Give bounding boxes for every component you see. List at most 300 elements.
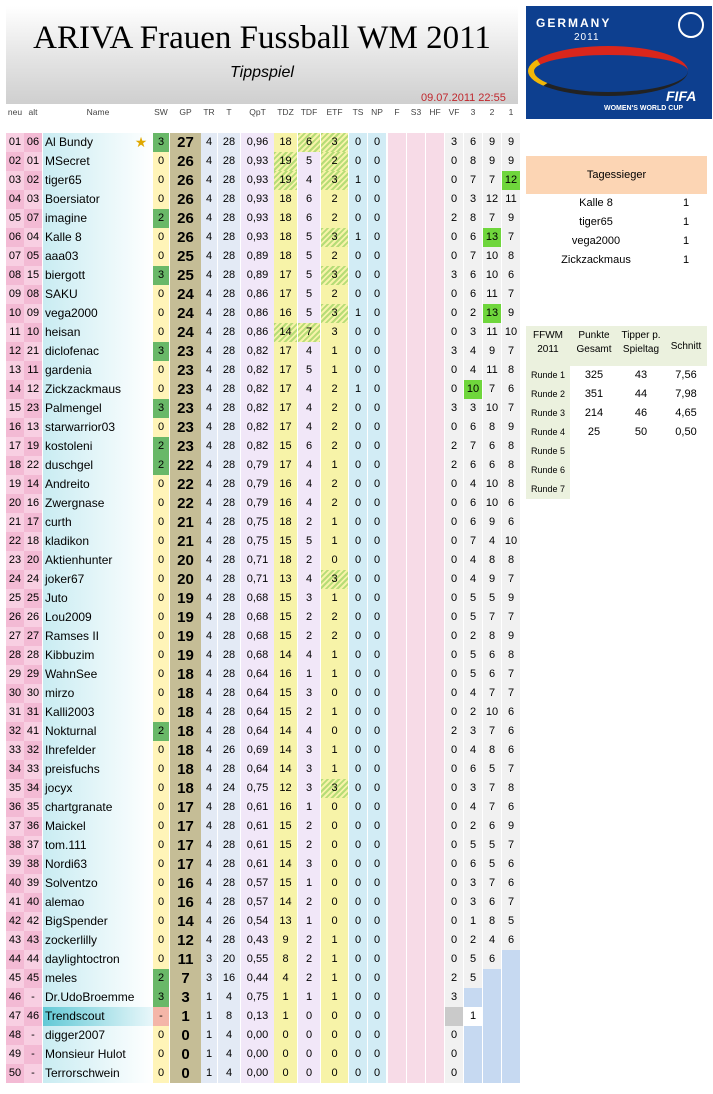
cell-1: 6 bbox=[502, 703, 520, 722]
cell-gp: 19 bbox=[170, 627, 201, 646]
cell-1 bbox=[502, 988, 520, 1007]
cell-vf: 0 bbox=[445, 950, 463, 969]
cell-3: 6 bbox=[464, 266, 482, 285]
cell-np: 0 bbox=[368, 209, 386, 228]
cell-neu: 25 bbox=[6, 589, 24, 608]
header-col-np: NP bbox=[371, 107, 383, 117]
cell-hf bbox=[426, 304, 444, 323]
cell-ts: 0 bbox=[349, 209, 367, 228]
cell-t: 26 bbox=[218, 741, 240, 760]
cell-gp: 0 bbox=[170, 1026, 201, 1045]
cell-etf: 1 bbox=[321, 988, 348, 1007]
cell-hf bbox=[426, 1026, 444, 1045]
cell-name: daylightoctron bbox=[43, 950, 153, 969]
cell-tdz: 17 bbox=[274, 342, 297, 361]
header-col-etf: ETF bbox=[326, 107, 343, 117]
cell-ts: 0 bbox=[349, 722, 367, 741]
cell-f bbox=[388, 171, 406, 190]
cell-name: Dr.UdoBroemme bbox=[43, 988, 153, 1007]
cell-ts: 0 bbox=[349, 1045, 367, 1064]
cell-neu: 12 bbox=[6, 342, 24, 361]
cell-qpt: 0,82 bbox=[241, 342, 274, 361]
cell-2: 10 bbox=[483, 494, 501, 513]
table-row bbox=[6, 190, 520, 209]
cell-s3 bbox=[407, 133, 425, 152]
cell-ts: 0 bbox=[349, 342, 367, 361]
cell-1: 9 bbox=[502, 418, 520, 437]
cell-3: 4 bbox=[464, 342, 482, 361]
cell-2 bbox=[483, 1045, 501, 1064]
table-row bbox=[6, 247, 520, 266]
cell-etf: 2 bbox=[321, 608, 348, 627]
cell-alt: 08 bbox=[24, 285, 42, 304]
cell-sw: 0 bbox=[153, 874, 169, 893]
cell-vf: 0 bbox=[445, 532, 463, 551]
header-col-tdz: TDZ bbox=[277, 107, 294, 117]
cell-3: 6 bbox=[464, 456, 482, 475]
cell-3: 6 bbox=[464, 760, 482, 779]
cell-ts: 0 bbox=[349, 893, 367, 912]
cell-tdf: 4 bbox=[298, 456, 320, 475]
cell-t: 28 bbox=[218, 570, 240, 589]
cell-etf: 3 bbox=[321, 228, 348, 247]
cell-name: tom.111 bbox=[43, 836, 153, 855]
cell-f bbox=[388, 950, 406, 969]
cell-qpt: 0,54 bbox=[241, 912, 274, 931]
cell-s3 bbox=[407, 475, 425, 494]
tagessieger-name: vega2000 bbox=[571, 235, 621, 247]
cell-qpt: 0,93 bbox=[241, 228, 274, 247]
emblem-icon bbox=[678, 12, 704, 38]
cell-alt: 02 bbox=[24, 171, 42, 190]
cell-3: 1 bbox=[464, 1007, 482, 1026]
cell-hf bbox=[426, 969, 444, 988]
cell-t: 28 bbox=[218, 684, 240, 703]
cell-hf bbox=[426, 418, 444, 437]
tagessieger-table bbox=[526, 156, 707, 270]
cell-tdf: 3 bbox=[298, 855, 320, 874]
cell-sw: 0 bbox=[153, 817, 169, 836]
cell-1: 8 bbox=[502, 361, 520, 380]
stats-round: Runde 4 bbox=[526, 423, 570, 442]
cell-1: 7 bbox=[502, 399, 520, 418]
cell-gp: 19 bbox=[170, 608, 201, 627]
cell-etf: 0 bbox=[321, 722, 348, 741]
cell-np: 0 bbox=[368, 703, 386, 722]
cell-alt: 05 bbox=[24, 247, 42, 266]
tagessieger-count: 1 bbox=[682, 235, 690, 247]
cell-tr: 1 bbox=[201, 1045, 217, 1064]
cell-2: 13 bbox=[483, 304, 501, 323]
cell-t: 28 bbox=[218, 209, 240, 228]
cell-neu: 40 bbox=[6, 874, 24, 893]
cell-f bbox=[388, 855, 406, 874]
cell-etf: 0 bbox=[321, 817, 348, 836]
cell-qpt: 0,89 bbox=[241, 266, 274, 285]
cell-2 bbox=[483, 988, 501, 1007]
cell-3 bbox=[464, 1045, 482, 1064]
cell-3: 7 bbox=[464, 532, 482, 551]
header-col-sw: SW bbox=[154, 107, 168, 117]
cell-2: 9 bbox=[483, 342, 501, 361]
stats-table bbox=[526, 326, 707, 499]
cell-t: 26 bbox=[218, 912, 240, 931]
cell-etf: 2 bbox=[321, 209, 348, 228]
cell-tdf: 1 bbox=[298, 874, 320, 893]
cell-1: 6 bbox=[502, 722, 520, 741]
cell-name: Kalle 8 bbox=[43, 228, 153, 247]
cell-np: 0 bbox=[368, 1007, 386, 1026]
tagessieger-title: Tagessieger bbox=[526, 156, 707, 194]
cell-s3 bbox=[407, 380, 425, 399]
cell-alt: 11 bbox=[24, 361, 42, 380]
tagessieger-name: tiger65 bbox=[579, 216, 613, 228]
cell-hf bbox=[426, 551, 444, 570]
cell-vf: 0 bbox=[445, 418, 463, 437]
cell-etf: 1 bbox=[321, 456, 348, 475]
cell-alt: 15 bbox=[24, 266, 42, 285]
cell-qpt: 0,64 bbox=[241, 760, 274, 779]
cell-etf: 2 bbox=[321, 190, 348, 209]
cell-t: 28 bbox=[218, 931, 240, 950]
cell-t: 28 bbox=[218, 418, 240, 437]
cell-hf bbox=[426, 893, 444, 912]
table-row bbox=[6, 760, 520, 779]
cell-sw: 0 bbox=[153, 855, 169, 874]
cell-tr: 4 bbox=[201, 874, 217, 893]
cell-s3 bbox=[407, 152, 425, 171]
cell-s3 bbox=[407, 1064, 425, 1083]
cell-t: 28 bbox=[218, 361, 240, 380]
cell-sw: - bbox=[153, 1007, 169, 1026]
cell-vf: 0 bbox=[445, 171, 463, 190]
cell-t: 28 bbox=[218, 266, 240, 285]
cell-tdz: 14 bbox=[274, 722, 297, 741]
cell-np: 0 bbox=[368, 836, 386, 855]
cell-2: 9 bbox=[483, 152, 501, 171]
cell-tdf: 6 bbox=[298, 209, 320, 228]
cell-s3 bbox=[407, 779, 425, 798]
cell-t: 28 bbox=[218, 494, 240, 513]
table-row bbox=[6, 779, 520, 798]
cell-hf bbox=[426, 513, 444, 532]
cell-tdz: 17 bbox=[274, 399, 297, 418]
cell-s3 bbox=[407, 532, 425, 551]
cell-np: 0 bbox=[368, 323, 386, 342]
cell-qpt: 0,43 bbox=[241, 931, 274, 950]
cell-tdz: 18 bbox=[274, 190, 297, 209]
cell-sw: 0 bbox=[153, 665, 169, 684]
cell-qpt: 0,68 bbox=[241, 589, 274, 608]
stats-avg: 4,65 bbox=[675, 407, 697, 419]
cell-etf: 1 bbox=[321, 342, 348, 361]
cell-t: 28 bbox=[218, 646, 240, 665]
table-row bbox=[6, 456, 520, 475]
cell-s3 bbox=[407, 703, 425, 722]
cell-gp: 17 bbox=[170, 817, 201, 836]
cell-alt: 16 bbox=[24, 494, 42, 513]
cell-neu: 04 bbox=[6, 190, 24, 209]
cell-t: 28 bbox=[218, 874, 240, 893]
cell-f bbox=[388, 342, 406, 361]
cell-name: Al Bundy bbox=[43, 133, 153, 152]
cell-1: 6 bbox=[502, 874, 520, 893]
cell-1: 7 bbox=[502, 228, 520, 247]
cell-tdz: 15 bbox=[274, 703, 297, 722]
cell-f bbox=[388, 589, 406, 608]
cell-f bbox=[388, 703, 406, 722]
stats-tippers: 43 bbox=[634, 369, 648, 381]
stats-points: 325 bbox=[584, 369, 604, 381]
cell-tr: 4 bbox=[201, 741, 217, 760]
tagessieger-count: 1 bbox=[682, 197, 690, 209]
cell-sw: 0 bbox=[153, 950, 169, 969]
cell-s3 bbox=[407, 418, 425, 437]
logo-brand: FIFA bbox=[666, 88, 697, 104]
stats-header-cell: FFWM 2011 bbox=[533, 330, 563, 355]
cell-hf bbox=[426, 342, 444, 361]
cell-3: 2 bbox=[464, 304, 482, 323]
cell-neu: 26 bbox=[6, 608, 24, 627]
cell-ts: 0 bbox=[349, 418, 367, 437]
cell-t: 28 bbox=[218, 722, 240, 741]
cell-gp: 21 bbox=[170, 532, 201, 551]
cell-name: heisan bbox=[43, 323, 153, 342]
cell-1: 7 bbox=[502, 608, 520, 627]
cell-qpt: 0,86 bbox=[241, 304, 274, 323]
cell-sw: 0 bbox=[153, 190, 169, 209]
cell-s3 bbox=[407, 513, 425, 532]
cell-vf: 0 bbox=[445, 152, 463, 171]
cell-tdz: 17 bbox=[274, 361, 297, 380]
cell-1: 7 bbox=[502, 684, 520, 703]
cell-1: 6 bbox=[502, 798, 520, 817]
cell-vf: 0 bbox=[445, 380, 463, 399]
stats-points: 214 bbox=[584, 407, 604, 419]
cell-3: 3 bbox=[464, 323, 482, 342]
cell-tr: 4 bbox=[201, 190, 217, 209]
cell-tdz: 16 bbox=[274, 304, 297, 323]
cell-gp: 16 bbox=[170, 893, 201, 912]
cell-f bbox=[388, 798, 406, 817]
cell-t: 28 bbox=[218, 437, 240, 456]
stats-points: 25 bbox=[587, 426, 601, 438]
cell-t: 28 bbox=[218, 893, 240, 912]
cell-name: Kalli2003 bbox=[43, 703, 153, 722]
cell-alt: 41 bbox=[24, 722, 42, 741]
cell-vf: 0 bbox=[445, 855, 463, 874]
header-banner bbox=[6, 6, 518, 104]
cell-alt: 12 bbox=[24, 380, 42, 399]
cell-3: 3 bbox=[464, 399, 482, 418]
cell-f bbox=[388, 722, 406, 741]
cell-tdz: 18 bbox=[274, 228, 297, 247]
cell-name: vega2000 bbox=[43, 304, 153, 323]
cell-np: 0 bbox=[368, 418, 386, 437]
cell-hf bbox=[426, 570, 444, 589]
table-row bbox=[6, 399, 520, 418]
cell-tr: 4 bbox=[201, 266, 217, 285]
cell-tr: 4 bbox=[201, 380, 217, 399]
cell-hf bbox=[426, 323, 444, 342]
cell-1: 8 bbox=[502, 475, 520, 494]
cell-s3 bbox=[407, 361, 425, 380]
cell-qpt: 0,89 bbox=[241, 247, 274, 266]
cell-1: 9 bbox=[502, 817, 520, 836]
cell-3: 3 bbox=[464, 893, 482, 912]
cell-t: 20 bbox=[218, 950, 240, 969]
cell-s3 bbox=[407, 874, 425, 893]
cell-1 bbox=[502, 1007, 520, 1026]
cell-f bbox=[388, 779, 406, 798]
cell-3: 4 bbox=[464, 741, 482, 760]
cell-3: 6 bbox=[464, 133, 482, 152]
cell-alt: 42 bbox=[24, 912, 42, 931]
cell-tdf: 3 bbox=[298, 779, 320, 798]
cell-1: 10 bbox=[502, 323, 520, 342]
cell-t: 4 bbox=[218, 1026, 240, 1045]
cell-tdf: 3 bbox=[298, 741, 320, 760]
cell-gp: 25 bbox=[170, 266, 201, 285]
cell-1: 9 bbox=[502, 627, 520, 646]
cell-3: 6 bbox=[464, 228, 482, 247]
cell-np: 0 bbox=[368, 456, 386, 475]
cell-3: 4 bbox=[464, 570, 482, 589]
cell-1: 6 bbox=[502, 741, 520, 760]
cell-gp: 24 bbox=[170, 285, 201, 304]
cell-gp: 23 bbox=[170, 342, 201, 361]
table-row bbox=[6, 342, 520, 361]
cell-gp: 23 bbox=[170, 437, 201, 456]
cell-vf: 0 bbox=[445, 912, 463, 931]
stats-row bbox=[526, 461, 707, 480]
cell-t: 28 bbox=[218, 513, 240, 532]
cell-sw: 0 bbox=[153, 1045, 169, 1064]
cell-hf bbox=[426, 1045, 444, 1064]
cell-etf: 1 bbox=[321, 361, 348, 380]
cell-np: 0 bbox=[368, 190, 386, 209]
cell-neu: 33 bbox=[6, 741, 24, 760]
cell-vf: 3 bbox=[445, 266, 463, 285]
cell-2: 5 bbox=[483, 836, 501, 855]
cell-tdf: 2 bbox=[298, 703, 320, 722]
header-col-3: 3 bbox=[470, 107, 476, 117]
cell-tr: 4 bbox=[201, 760, 217, 779]
cell-vf: 3 bbox=[445, 399, 463, 418]
cell-np: 0 bbox=[368, 665, 386, 684]
cell-etf: 1 bbox=[321, 532, 348, 551]
cell-ts: 0 bbox=[349, 779, 367, 798]
cell-etf: 0 bbox=[321, 893, 348, 912]
cell-2: 5 bbox=[483, 855, 501, 874]
wwc-logo bbox=[526, 6, 712, 119]
cell-np: 0 bbox=[368, 855, 386, 874]
cell-hf bbox=[426, 722, 444, 741]
cell-sw: 0 bbox=[153, 798, 169, 817]
cell-f bbox=[388, 969, 406, 988]
cell-tdf: 4 bbox=[298, 646, 320, 665]
cell-3: 3 bbox=[464, 190, 482, 209]
cell-sw: 0 bbox=[153, 627, 169, 646]
cell-ts: 0 bbox=[349, 285, 367, 304]
cell-hf bbox=[426, 152, 444, 171]
table-row bbox=[6, 266, 520, 285]
header-col-f: F bbox=[394, 107, 400, 117]
cell-gp: 26 bbox=[170, 171, 201, 190]
cell-f bbox=[388, 418, 406, 437]
cell-1: 9 bbox=[502, 304, 520, 323]
cell-2: 12 bbox=[483, 190, 501, 209]
cell-etf: 2 bbox=[321, 418, 348, 437]
cell-gp: 19 bbox=[170, 589, 201, 608]
cell-np: 0 bbox=[368, 969, 386, 988]
cell-vf: 0 bbox=[445, 1026, 463, 1045]
cell-etf: 3 bbox=[321, 171, 348, 190]
cell-neu: 18 bbox=[6, 456, 24, 475]
cell-hf bbox=[426, 741, 444, 760]
cell-etf: 1 bbox=[321, 665, 348, 684]
cell-gp: 18 bbox=[170, 760, 201, 779]
table-row bbox=[6, 1045, 520, 1064]
cell-sw: 2 bbox=[153, 969, 169, 988]
cell-gp: 1 bbox=[170, 1007, 201, 1026]
cell-s3 bbox=[407, 608, 425, 627]
cell-np: 0 bbox=[368, 494, 386, 513]
cell-etf: 1 bbox=[321, 931, 348, 950]
cell-s3 bbox=[407, 494, 425, 513]
stats-avg: 7,56 bbox=[675, 369, 697, 381]
cell-s3 bbox=[407, 399, 425, 418]
cell-sw: 0 bbox=[153, 285, 169, 304]
cell-ts: 0 bbox=[349, 874, 367, 893]
cell-tdz: 16 bbox=[274, 798, 297, 817]
cell-2: 9 bbox=[483, 513, 501, 532]
logo-country: GERMANY bbox=[536, 16, 612, 30]
cell-qpt: 0,86 bbox=[241, 323, 274, 342]
table-row bbox=[6, 931, 520, 950]
page-subtitle: Tippspiel bbox=[230, 64, 294, 81]
table-row bbox=[6, 551, 520, 570]
cell-3: 1 bbox=[464, 912, 482, 931]
cell-2: 9 bbox=[483, 570, 501, 589]
cell-vf: 0 bbox=[445, 551, 463, 570]
cell-tr: 4 bbox=[201, 323, 217, 342]
cell-tdz: 14 bbox=[274, 646, 297, 665]
table-row bbox=[6, 532, 520, 551]
stats-row bbox=[526, 385, 707, 404]
cell-alt: 33 bbox=[24, 760, 42, 779]
cell-sw: 3 bbox=[153, 399, 169, 418]
cell-gp: 23 bbox=[170, 399, 201, 418]
cell-tdf: 5 bbox=[298, 532, 320, 551]
cell-tr: 4 bbox=[201, 722, 217, 741]
cell-alt: 23 bbox=[24, 399, 42, 418]
cell-s3 bbox=[407, 741, 425, 760]
cell-2: 8 bbox=[483, 912, 501, 931]
cell-vf: 0 bbox=[445, 627, 463, 646]
cell-hf bbox=[426, 361, 444, 380]
cell-np: 0 bbox=[368, 570, 386, 589]
cell-neu: 41 bbox=[6, 893, 24, 912]
cell-tr: 4 bbox=[201, 475, 217, 494]
cell-2: 6 bbox=[483, 893, 501, 912]
header-col-tdf: TDF bbox=[300, 107, 318, 117]
logo-year: 2011 bbox=[574, 32, 600, 43]
cell-sw: 0 bbox=[153, 171, 169, 190]
cell-name: curth bbox=[43, 513, 153, 532]
cell-s3 bbox=[407, 247, 425, 266]
cell-etf: 1 bbox=[321, 969, 348, 988]
